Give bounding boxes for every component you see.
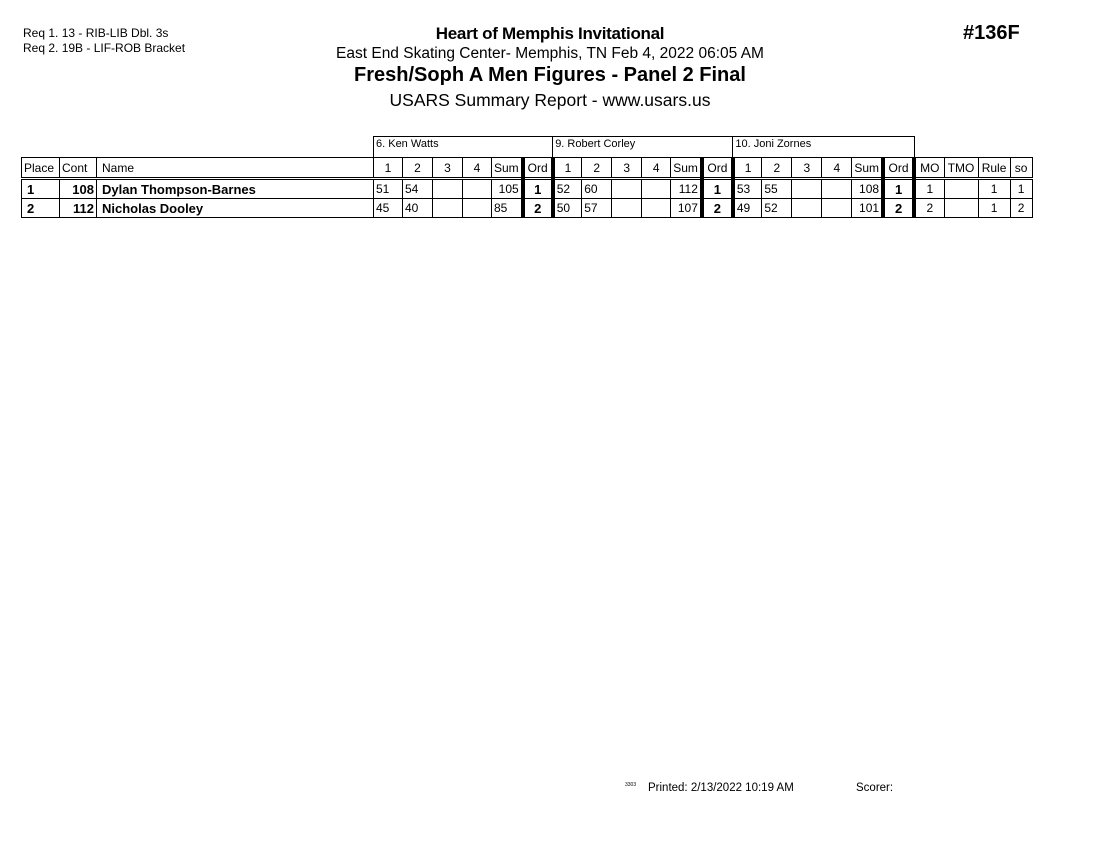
mo: 1 [914, 179, 944, 199]
so: 2 [1010, 199, 1032, 218]
col-j2-s3: 3 [612, 158, 642, 179]
requirement-1: Req 1. 13 - RIB-LIB Dbl. 3s [23, 26, 169, 40]
j2-ord: 1 [702, 179, 733, 199]
col-j3-s3: 3 [792, 158, 822, 179]
col-j2-s2: 2 [582, 158, 612, 179]
j2-ord: 2 [702, 199, 733, 218]
j2-sum: 112 [671, 179, 702, 199]
j1-score-1: 45 [374, 199, 403, 218]
j1-score-2: 54 [403, 179, 433, 199]
place: 2 [22, 199, 60, 218]
j2-score-4 [642, 199, 671, 218]
j1-ord: 2 [523, 199, 553, 218]
j3-sum: 108 [852, 179, 883, 199]
j3-score-4 [822, 199, 852, 218]
j3-score-1: 53 [733, 179, 762, 199]
skater-name: Nicholas Dooley [97, 199, 374, 218]
table-row [22, 199, 1033, 218]
judge-1-header: 6. Ken Watts [374, 137, 553, 158]
tmo [944, 179, 978, 199]
cont: 112 [60, 199, 97, 218]
j3-score-2: 55 [762, 179, 792, 199]
place: 1 [22, 179, 60, 199]
col-mo: MO [914, 158, 944, 179]
report-title: USARS Summary Report - www.usars.us [389, 90, 711, 110]
col-j1-s4: 4 [463, 158, 492, 179]
judge-3-header: 10. Joni Zornes [733, 137, 914, 158]
rule: 1 [978, 179, 1010, 199]
col-j1-s1: 1 [374, 158, 403, 179]
col-j1-sum: Sum [492, 158, 523, 179]
j1-score-1: 51 [374, 179, 403, 199]
col-j2-ord: Ord [702, 158, 733, 179]
requirement-2: Req 2. 19B - LIF-ROB Bracket [23, 41, 186, 55]
col-j2-s4: 4 [642, 158, 671, 179]
event-title: Fresh/Soph A Men Figures - Panel 2 Final [354, 64, 746, 86]
j3-ord: 2 [883, 199, 914, 218]
col-j2-s1: 1 [553, 158, 582, 179]
col-j2-sum: Sum [671, 158, 702, 179]
j3-score-2: 52 [762, 199, 792, 218]
col-tmo: TMO [944, 158, 978, 179]
event-number: #136F [963, 22, 1020, 44]
mo: 2 [914, 199, 944, 218]
col-j1-s3: 3 [433, 158, 463, 179]
j1-sum: 105 [492, 179, 523, 199]
j1-sum: 85 [492, 199, 523, 218]
venue-date: East End Skating Center- Memphis, TN Feb 4, 2022 06:05 AM [336, 45, 764, 62]
j3-ord: 1 [883, 179, 914, 199]
j2-score-2: 60 [582, 179, 612, 199]
col-so: so [1010, 158, 1032, 179]
j1-score-4 [463, 199, 492, 218]
table-row [22, 179, 1033, 199]
j1-score-3 [433, 199, 463, 218]
footer-code: 3303 [625, 782, 637, 788]
j3-score-1: 49 [733, 199, 762, 218]
j1-score-2: 40 [403, 199, 433, 218]
j2-score-1: 52 [553, 179, 582, 199]
col-j3-s2: 2 [762, 158, 792, 179]
j1-score-3 [433, 179, 463, 199]
col-name: Name [97, 158, 374, 179]
j2-score-4 [642, 179, 671, 199]
col-j3-sum: Sum [852, 158, 883, 179]
col-j1-s2: 2 [403, 158, 433, 179]
j1-score-4 [463, 179, 492, 199]
scorer-label: Scorer: [856, 782, 894, 794]
j3-sum: 101 [852, 199, 883, 218]
col-j1-ord: Ord [523, 158, 553, 179]
j2-score-3 [612, 179, 642, 199]
printed-timestamp: Printed: 2/13/2022 10:19 AM [648, 782, 794, 794]
col-rule: Rule [978, 158, 1010, 179]
cont: 108 [60, 179, 97, 199]
j1-ord: 1 [523, 179, 553, 199]
so: 1 [1010, 179, 1032, 199]
j2-score-2: 57 [582, 199, 612, 218]
j3-score-4 [822, 179, 852, 199]
column-header-row [22, 158, 1033, 179]
j2-score-3 [612, 199, 642, 218]
col-cont: Cont [60, 158, 97, 179]
results-table [21, 136, 1033, 218]
col-place: Place [22, 158, 60, 179]
judge-2-header: 9. Robert Corley [553, 137, 733, 158]
j2-sum: 107 [671, 199, 702, 218]
rule: 1 [978, 199, 1010, 218]
col-j3-s1: 1 [733, 158, 762, 179]
skater-name: Dylan Thompson-Barnes [97, 179, 374, 199]
j2-score-1: 50 [553, 199, 582, 218]
tmo [944, 199, 978, 218]
j3-score-3 [792, 179, 822, 199]
col-j3-s4: 4 [822, 158, 852, 179]
col-j3-ord: Ord [883, 158, 914, 179]
j3-score-3 [792, 199, 822, 218]
judge-header-row [22, 137, 1033, 158]
competition-title: Heart of Memphis Invitational [435, 24, 665, 43]
